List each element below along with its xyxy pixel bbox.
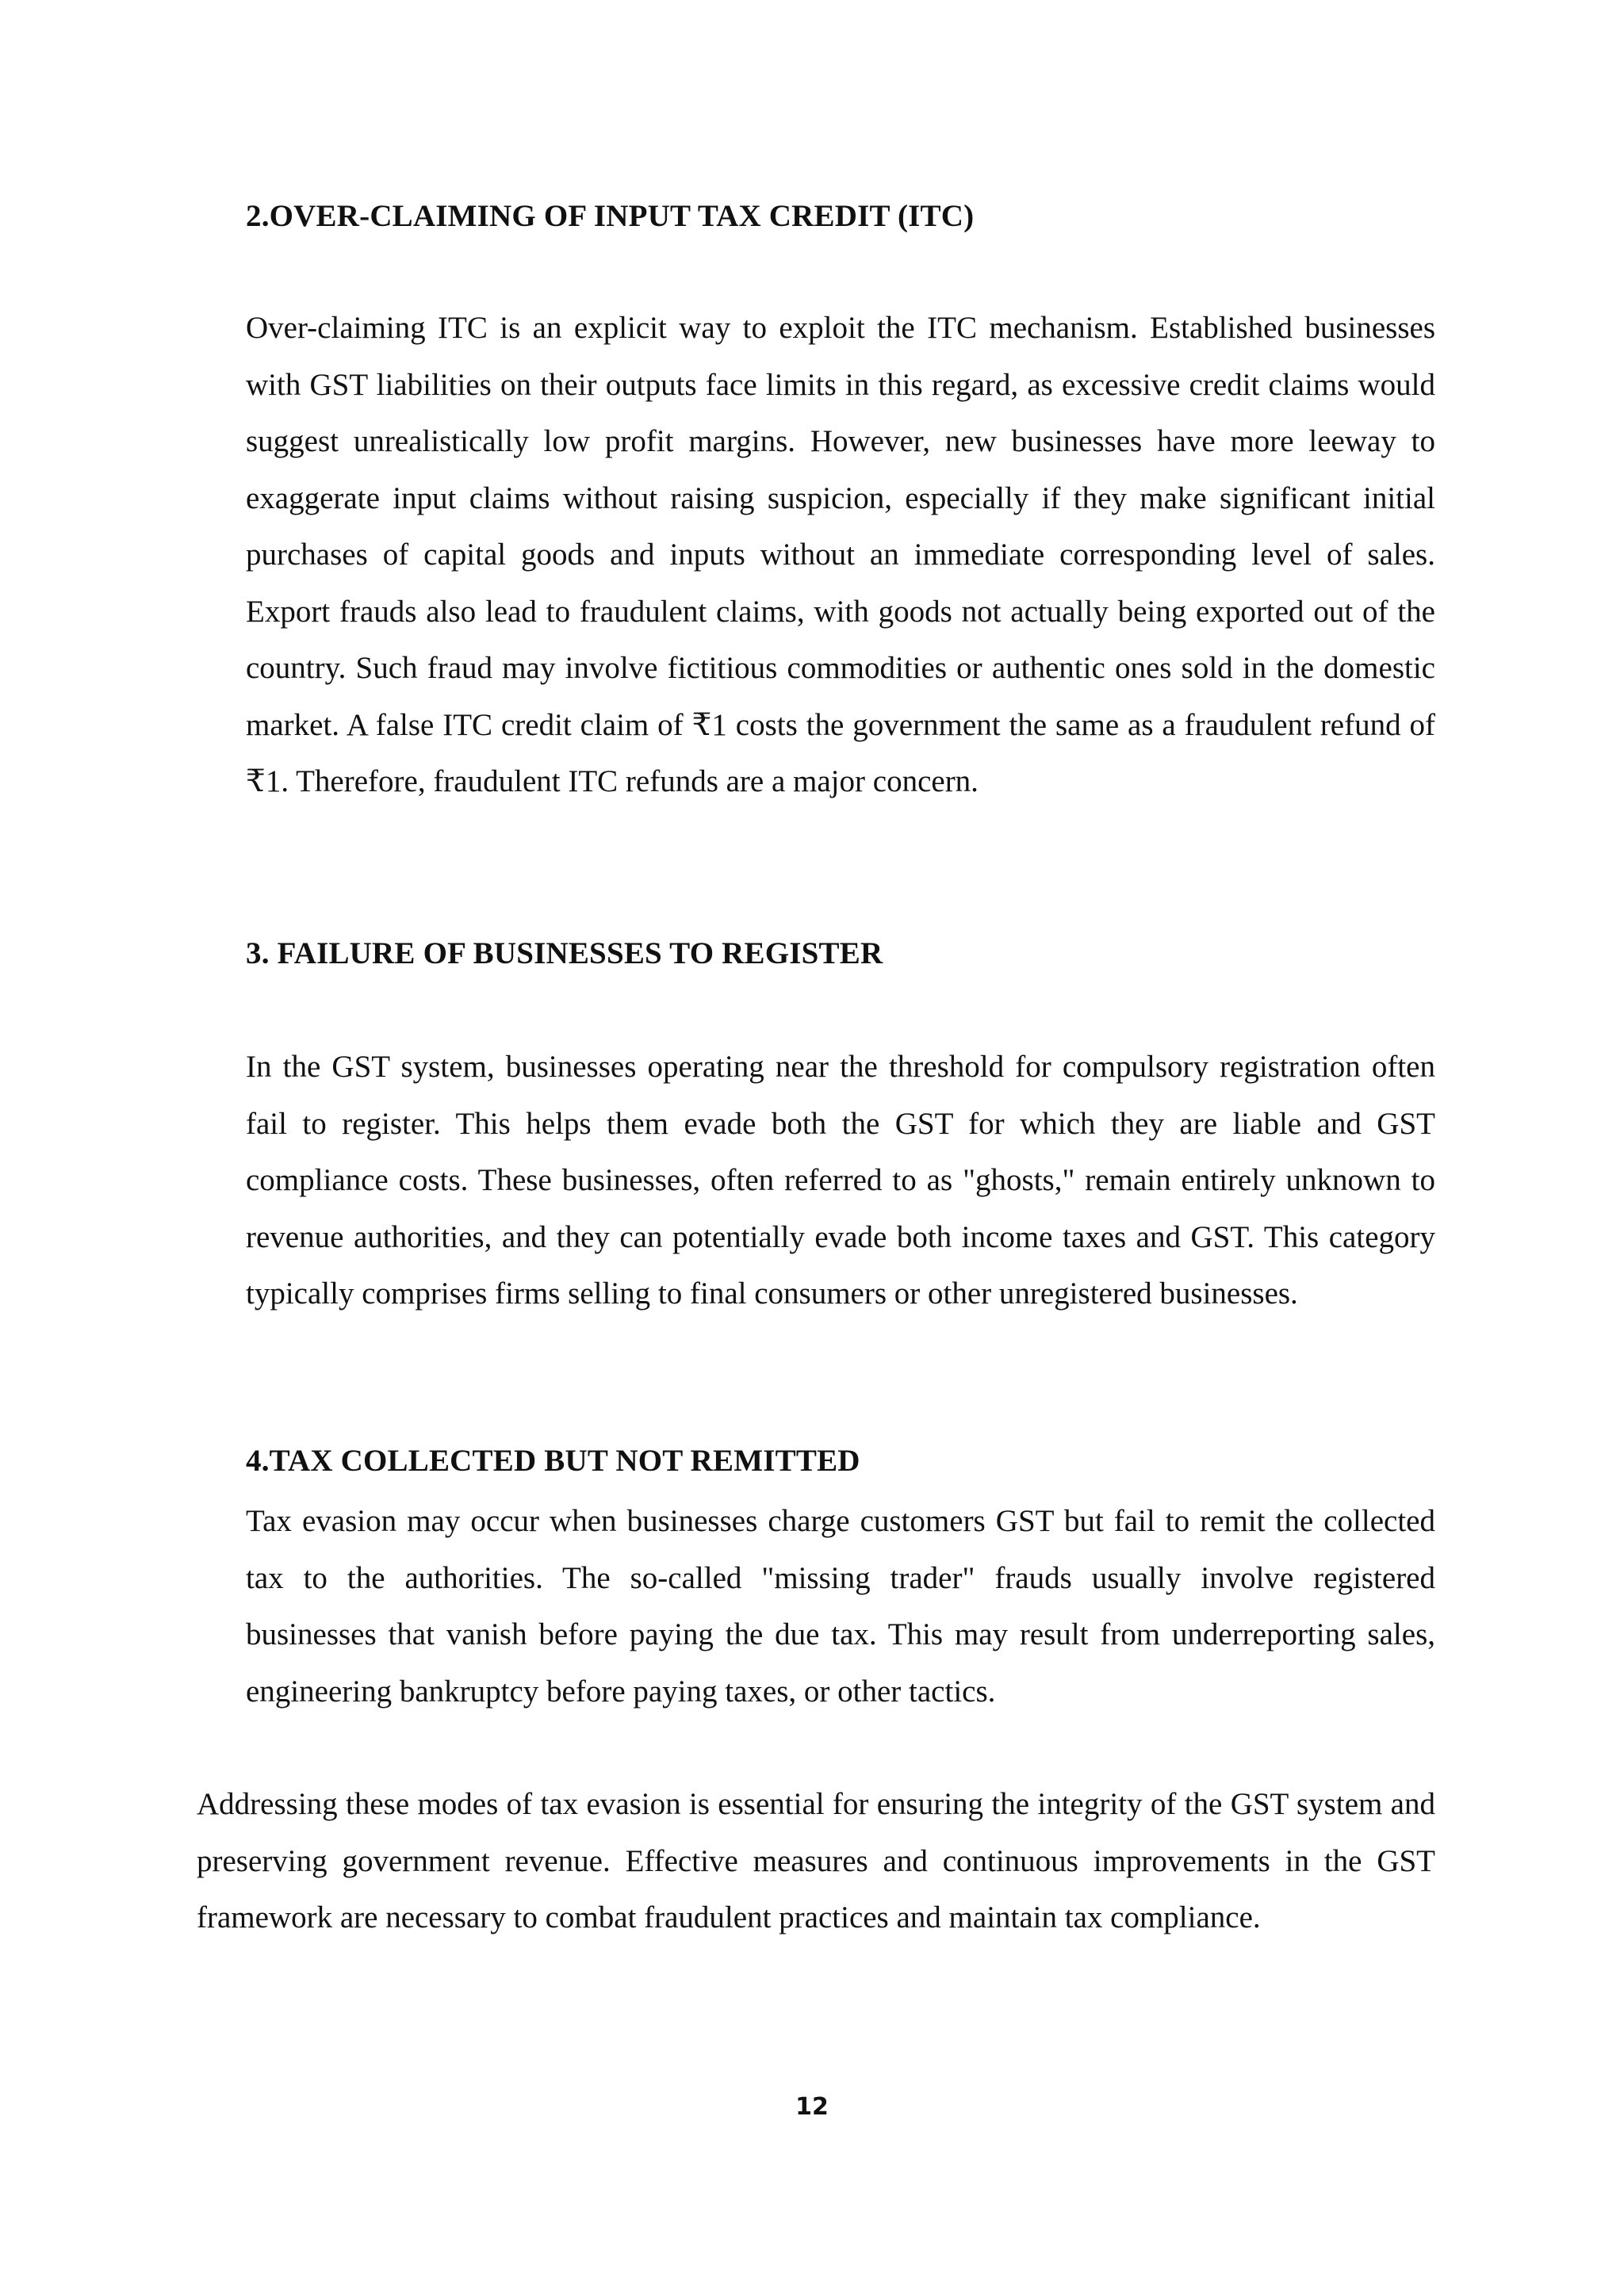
section-heading-itc: 2.OVER-CLAIMING OF INPUT TAX CREDIT (ITC) (246, 199, 975, 233)
section-heading-not-remitted: 4.TAX COLLECTED BUT NOT REMITTED (246, 1444, 860, 1478)
section-body-registration: In the GST system, businesses operating near the threshold for compulsory registration often fail to register. This helps them evade both the GST for which they are liable and GST compliance costs. These businesses, often referred to as "ghosts," remain entirely unknown to revenue authorities, and they can potentially evade both income taxes and GST. This category typically comprises firms selling to final consumers or other unregistered businesses. (246, 1050, 1435, 1311)
conclusion-paragraph: Addressing these modes of tax evasion is essential for ensuring the integrity of the GST system and preserving government revenue. Effective measures and continuous improvements in the GST framework are necessary to combat fraudulent practices and maintain tax compliance. (197, 1787, 1435, 1934)
page-number: 12 (795, 2093, 829, 2121)
section-body-itc: Over-claiming ITC is an explicit way to exploit the ITC mechanism. Established businesses with GST liabilities on their outputs face limits in this regard, as excessive credit claims would suggest unrealistically low profit margins. However, new businesses have more leeway to exaggerate input claims without raising suspicion, especially if they make significant initial purchases of capital goods and inputs without an immediate corresponding level of sales. Export frauds also lead to fraudulent claims, with goods not actually being exported out of the country. Such fraud may involve fictitious commodities or authentic ones sold in the domestic market. A false ITC credit claim of ₹1 costs the government the same as a fraudulent refund of ₹1. Therefore, fraudulent ITC refunds are a major concern. (246, 311, 1435, 798)
section-body-not-remitted: Tax evasion may occur when businesses charge customers GST but fail to remit the collected tax to the authorities. The so-called "missing trader" frauds usually involve registered businesses that vanish before paying the due tax. This may result from underreporting sales, engineering bankruptcy before paying taxes, or other tactics. (246, 1504, 1435, 1709)
section-heading-registration: 3. FAILURE OF BUSINESSES TO REGISTER (246, 936, 883, 970)
